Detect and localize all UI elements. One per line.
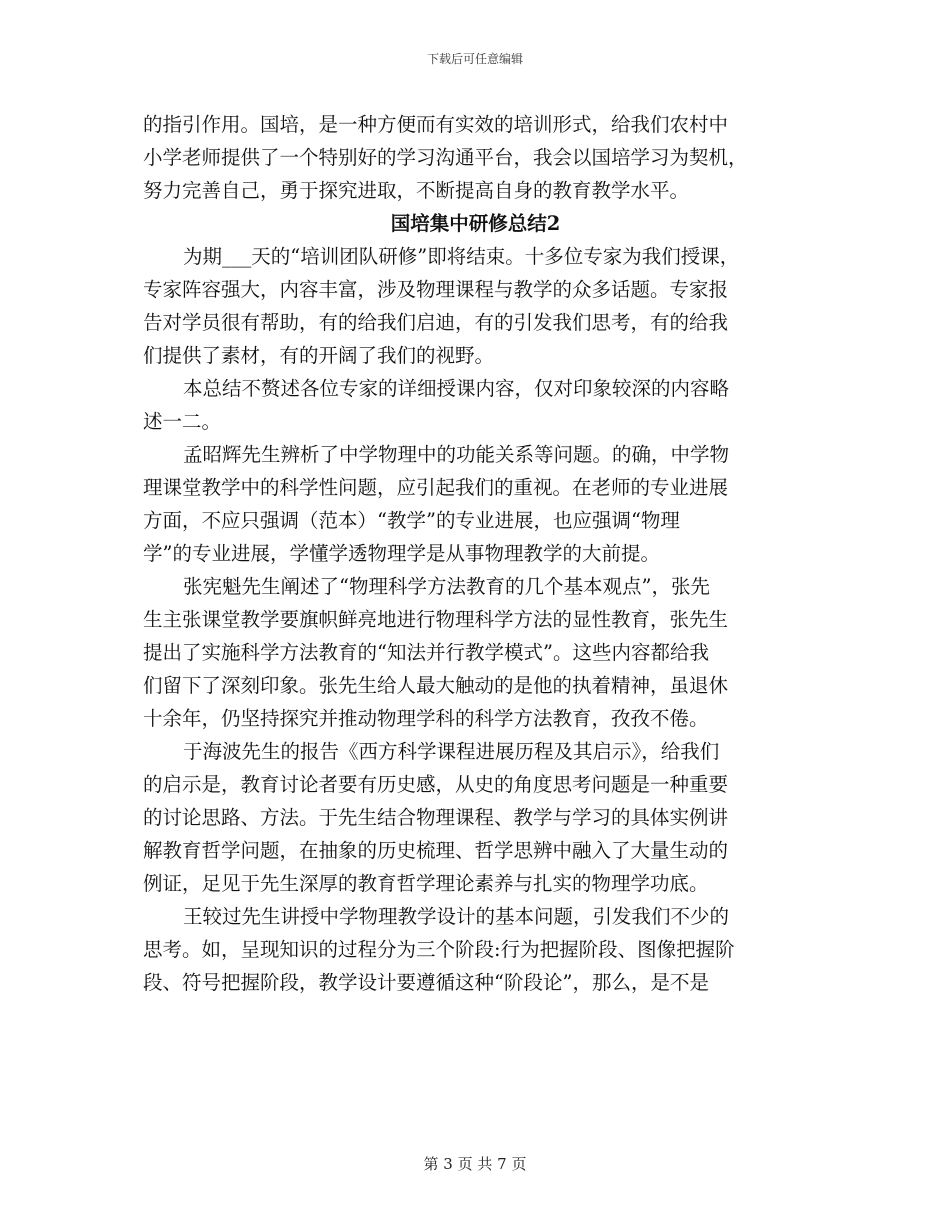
document-body (143, 108, 808, 999)
text-line: 为期___天的“培训团队研修”即将结束。十多位专家为我们授课， (183, 245, 740, 268)
text-line: 孟昭辉先生辨析了中学物理中的功能关系等问题。的确，中学物 (183, 443, 730, 466)
text-line: 段、符号把握阶段，教学设计要遵循这种“阶段论”，那么，是不是 (143, 971, 709, 994)
text-line: 小学老师提供了一个特别好的学习沟通平台，我会以国培学习为契机， (143, 146, 748, 169)
text-line: 努力完善自己，勇于探究进取，不断提高自身的教育教学水平。 (143, 179, 690, 202)
text-line: 述一二。 (143, 410, 222, 433)
text-line: 告对学员很有帮助，有的给我们启迪，有的引发我们思考，有的给我 (143, 311, 729, 334)
text-line: 学”的专业进展，学懂学透物理学是从事物理教学的大前提。 (143, 542, 660, 565)
text-line: 王较过先生讲授中学物理教学设计的基本问题，引发我们不少的 (183, 905, 730, 928)
text-line: 提出了实施科学方法教育的“知法并行教学模式”。这些内容都给我 (143, 641, 709, 664)
text-line: 专家阵容强大，内容丰富，涉及物理课程与教学的众多话题。专家报 (143, 278, 729, 301)
text-line: 的指引作用。国培，是一种方便而有实效的培训形式，给我们农村中 (143, 113, 729, 136)
text-line: 解教育哲学问题，在抽象的历史梳理、哲学思辨中融入了大量生动的 (143, 839, 729, 862)
page-number-footer: 第 3 页 共 7 页 (423, 1155, 527, 1173)
text-line: 的启示是，教育讨论者要有历史感，从史的角度思考问题是一种重要 (143, 773, 729, 796)
page-header: 下载后可任意编辑 (426, 52, 523, 66)
text-line: 的讨论思路、方法。于先生结合物理课程、教学与学习的具体实例讲 (143, 806, 729, 829)
text-line: 方面，不应只强调（范本）“教学”的专业进展，也应强调“物理 (143, 509, 680, 532)
text-line: 例证，足见于先生深厚的教育哲学理论素养与扎实的物理学功底。 (143, 872, 709, 895)
text-line: 于海波先生的报告《西方科学课程进展历程及其启示》，给我们 (183, 740, 720, 763)
text-line: 本总结不赘述各位专家的详细授课内容，仅对印象较深的内容略 (183, 377, 730, 400)
section-heading: 国培集中研修总结2 (390, 212, 561, 235)
text-line: 理课堂教学中的科学性问题，应引起我们的重视。在老师的专业进展 (143, 476, 729, 499)
text-line: 思考。如，呈现知识的过程分为三个阶段:行为把握阶段、图像把握阶 (143, 938, 735, 961)
text-line: 张宪魁先生阐述了“物理科学方法教育的几个基本观点”，张先 (183, 575, 710, 598)
text-line: 们留下了深刻印象。张先生给人最大触动的是他的执着精神，虽退休 (143, 674, 729, 697)
text-line: 十余年，仍坚持探究并推动物理学科的科学方法教育，孜孜不倦。 (143, 707, 709, 730)
text-line: 生主张课堂教学要旗帜鲜亮地进行物理科学方法的显性教育，张先生 (143, 608, 729, 631)
text-line: 们提供了素材，有的开阔了我们的视野。 (143, 344, 495, 367)
